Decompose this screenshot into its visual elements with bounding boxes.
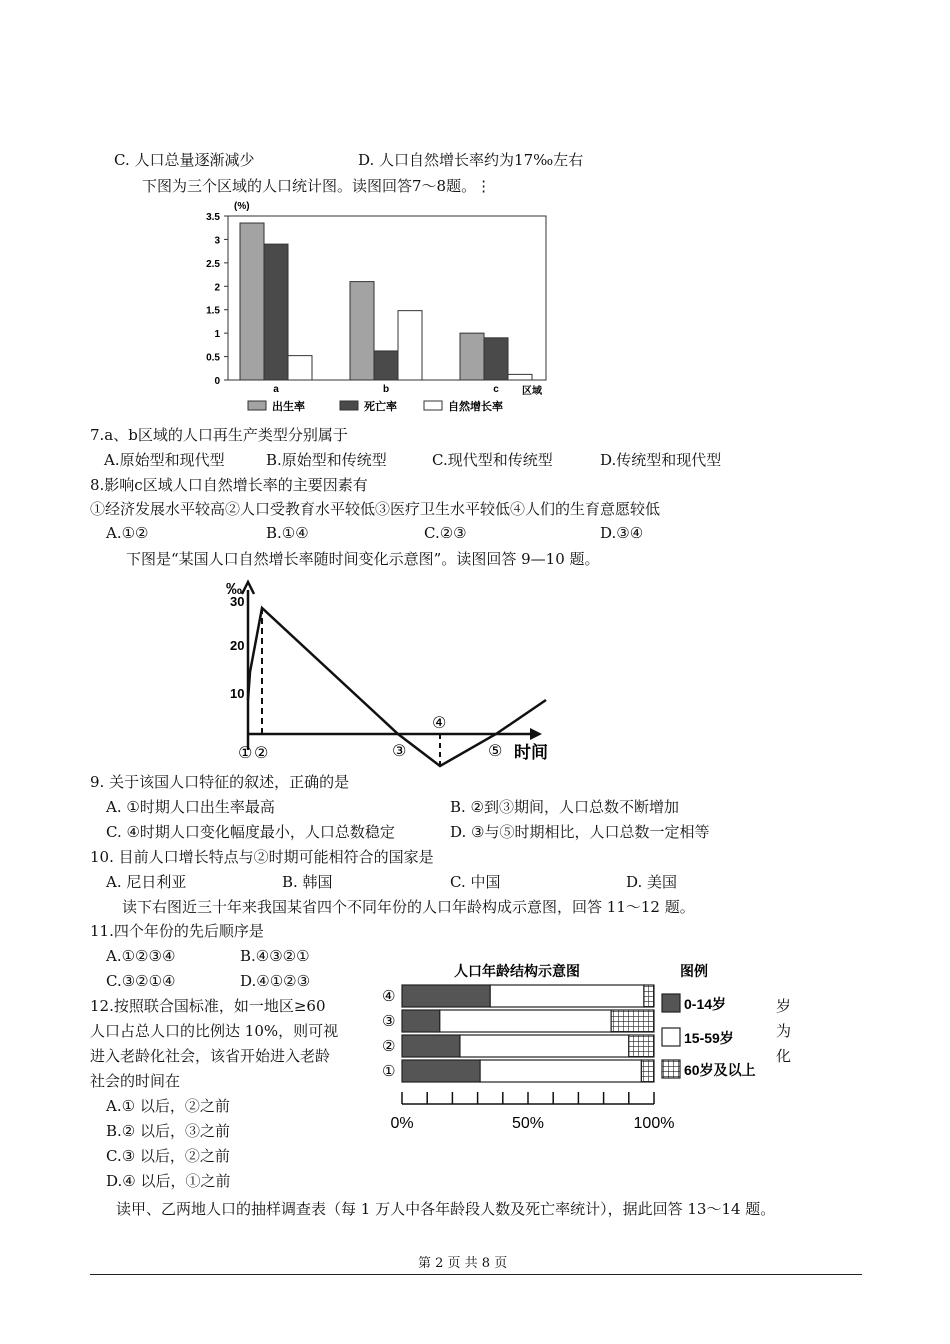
page-footer: 第 2 页 共 8 页 bbox=[418, 1256, 508, 1271]
intro-11-12: 读下右图近三十年来我国某省四个不同年份的人口年龄构成示意图，回答 11～12 题。 bbox=[122, 898, 695, 916]
chart3-seg-3-0 bbox=[402, 1060, 480, 1082]
intro-7-8: 下图为三个区域的人口统计图。读图回答7～8题。⋮ bbox=[142, 177, 492, 195]
chart1-legend-swatch-0 bbox=[248, 401, 266, 410]
chart1-bar-c-2 bbox=[508, 374, 532, 380]
chart1-bar-b-1 bbox=[374, 351, 398, 380]
chart3-xtick-label: 50% bbox=[511, 1115, 545, 1132]
chart3-xtick-label: 100% bbox=[633, 1115, 675, 1132]
chart3-legend-swatch-1 bbox=[662, 1028, 680, 1046]
chart1-legend-label-0: 出生率 bbox=[272, 401, 305, 413]
option-11a: A.①②③④ bbox=[106, 947, 176, 965]
question-8-statements: ①经济发展水平较高②人口受教育水平较低③医疗卫生水平较低④人们的生育意愿较低 bbox=[90, 500, 661, 518]
chart3-seg-3-1 bbox=[480, 1060, 641, 1082]
chart3-title: 人口年龄结构示意图 bbox=[454, 963, 580, 979]
chart1-xtick-a: a bbox=[273, 384, 279, 395]
chart1-bar-b-2 bbox=[398, 311, 422, 380]
chart3-category-3: ① bbox=[382, 1063, 396, 1080]
intro-9-10: 下图是“某国人口自然增长率随时间变化示意图”。读图回答 9—10 题。 bbox=[126, 550, 600, 568]
chart3-legend-label-1: 15-59岁 bbox=[684, 1030, 734, 1046]
intro-13-14: 读甲、乙两地人口的抽样调查表（每 1 万人中各年龄段人数及死亡率统计），据此回答 13～14 题。 bbox=[116, 1200, 776, 1218]
chart1-ytick-label: 0 bbox=[214, 376, 220, 387]
question-9: 9. 关于该国人口特征的叙述，正确的是 bbox=[90, 773, 350, 791]
chart1-ylabel: (%) bbox=[234, 201, 250, 212]
option-11b: B.④③②① bbox=[240, 947, 310, 965]
chart1-bar-c-0 bbox=[460, 333, 484, 380]
option-8b: B.①④ bbox=[266, 524, 309, 542]
chart1-bar-c-1 bbox=[484, 338, 508, 380]
question-12-line3: 进入老龄化社会，该省开始进入老龄 bbox=[90, 1047, 331, 1065]
chart3-seg-3-2 bbox=[641, 1060, 654, 1082]
chart2-ytick-30: 30 bbox=[230, 594, 245, 609]
option-8c: C.②③ bbox=[424, 524, 467, 542]
option-7prev-d: D. 人口自然增长率约为17‰左右 bbox=[358, 151, 584, 169]
option-12d: D.④ 以后，①之前 bbox=[106, 1172, 231, 1190]
chart3-legend-swatch-2 bbox=[662, 1060, 680, 1078]
question-7: 7.a、b区域的人口再生产类型分别属于 bbox=[90, 426, 348, 444]
chart3-seg-1-0 bbox=[402, 1010, 440, 1032]
chart1-bar-a-1 bbox=[264, 244, 288, 380]
chart3-category-0: ④ bbox=[382, 988, 396, 1005]
chart3-seg-1-1 bbox=[440, 1010, 611, 1032]
growth-rate-line-chart bbox=[220, 572, 560, 770]
age-structure-chart bbox=[378, 956, 770, 1136]
option-9a: A. ①时期人口出生率最高 bbox=[106, 798, 275, 816]
side-char-2: 为 bbox=[776, 1022, 792, 1040]
footer-rule bbox=[90, 1274, 862, 1275]
chart3-legend-title: 图例 bbox=[680, 963, 708, 979]
option-9c: C. ④时期人口变化幅度最小，人口总数稳定 bbox=[106, 823, 395, 841]
chart1-ytick-label: 2 bbox=[214, 282, 220, 294]
chart1-ytick-label: 3.5 bbox=[206, 212, 220, 223]
chart1-ytick-label: 2.5 bbox=[206, 258, 220, 270]
chart1-xtick-c: c bbox=[493, 384, 499, 395]
question-12-line2: 人口占总人口的比例达 10%，则可视 bbox=[90, 1022, 339, 1040]
question-8: 8.影响c区域人口自然增长率的主要因素有 bbox=[90, 476, 368, 494]
chart3-legend-label-0: 0-14岁 bbox=[684, 996, 727, 1012]
option-10d: D. 美国 bbox=[626, 873, 678, 891]
chart3-legend-label-2: 60岁及以上 bbox=[684, 1062, 756, 1078]
chart3-seg-0-2 bbox=[644, 985, 654, 1007]
chart3-category-2: ② bbox=[382, 1038, 396, 1055]
option-10b: B. 韩国 bbox=[282, 873, 333, 891]
option-12c: C.③ 以后，②之前 bbox=[106, 1147, 230, 1165]
question-12-line1: 12.按照联合国标准，如一地区≥60 bbox=[90, 997, 326, 1015]
chart2-point-4: ④ bbox=[432, 715, 447, 732]
chart2-ytick-10: 10 bbox=[230, 686, 245, 701]
option-9b: B. ②到③期间，人口总数不断增加 bbox=[450, 798, 680, 816]
chart2-point-2: ② bbox=[254, 745, 269, 762]
option-10c: C. 中国 bbox=[450, 873, 501, 891]
chart1-ytick-label: 3 bbox=[214, 235, 220, 247]
chart1-xlabel: 区域 bbox=[522, 386, 542, 397]
option-12b: B.② 以后，③之前 bbox=[106, 1122, 231, 1140]
chart3-category-1: ③ bbox=[382, 1013, 396, 1030]
chart2-x-arrow bbox=[530, 728, 542, 740]
option-8a: A.①② bbox=[106, 524, 149, 542]
chart1-bar-a-0 bbox=[240, 223, 264, 380]
chart2-ytick-20: 20 bbox=[230, 638, 245, 653]
chart3-legend-swatch-0 bbox=[662, 994, 680, 1012]
chart1-legend-swatch-1 bbox=[340, 401, 358, 410]
chart3-seg-2-2 bbox=[629, 1035, 654, 1057]
option-7a: A.原始型和现代型 bbox=[104, 451, 225, 469]
option-9d: D. ③与⑤时期相比，人口总数一定相等 bbox=[450, 823, 710, 841]
chart3-seg-2-0 bbox=[402, 1035, 460, 1057]
option-7d: D.传统型和现代型 bbox=[600, 451, 722, 469]
chart1-xtick-b: b bbox=[382, 384, 390, 395]
chart1-legend-swatch-2 bbox=[424, 401, 442, 410]
chart3-seg-2-1 bbox=[460, 1035, 629, 1057]
question-10: 10. 目前人口增长特点与②时期可能相符合的国家是 bbox=[90, 848, 434, 866]
chart1-bar-b-0 bbox=[350, 282, 374, 380]
chart1-legend-label-1: 死亡率 bbox=[364, 401, 397, 413]
option-7b: B.原始型和传统型 bbox=[266, 451, 387, 469]
chart1-ytick-label: 1 bbox=[214, 329, 220, 341]
side-char-3: 化 bbox=[776, 1047, 792, 1065]
chart2-point-1: ① bbox=[238, 745, 253, 762]
question-11: 11.四个年份的先后顺序是 bbox=[90, 922, 264, 940]
option-11d: D.④①②③ bbox=[240, 972, 311, 990]
option-10a: A. 尼日利亚 bbox=[106, 873, 187, 891]
chart2-xlabel: 时间 bbox=[514, 743, 548, 762]
option-8d: D.③④ bbox=[600, 524, 644, 542]
chart3-seg-1-2 bbox=[611, 1010, 654, 1032]
option-7c: C.现代型和传统型 bbox=[432, 451, 553, 469]
side-char-1: 岁 bbox=[776, 997, 792, 1015]
option-12a: A.① 以后，②之前 bbox=[106, 1097, 230, 1115]
chart2-point-3: ③ bbox=[392, 743, 407, 760]
option-11c: C.③②①④ bbox=[106, 972, 176, 990]
chart1-ytick-label: 1.5 bbox=[206, 305, 220, 317]
chart1-legend-label-2: 自然增长率 bbox=[448, 401, 503, 413]
chart2-point-5: ⑤ bbox=[488, 743, 503, 760]
question-12-line4: 社会的时间在 bbox=[90, 1072, 181, 1090]
chart2-ylabel: ‰ bbox=[226, 581, 242, 598]
chart3-seg-0-1 bbox=[490, 985, 644, 1007]
chart3-seg-0-0 bbox=[402, 985, 490, 1007]
chart1-ytick-label: 0.5 bbox=[206, 352, 220, 364]
option-7prev-c: C. 人口总量逐渐减少 bbox=[114, 151, 255, 169]
chart3-xtick-label: 0% bbox=[390, 1115, 414, 1132]
region-population-bar-chart bbox=[186, 196, 556, 418]
chart1-bar-a-2 bbox=[288, 356, 312, 380]
